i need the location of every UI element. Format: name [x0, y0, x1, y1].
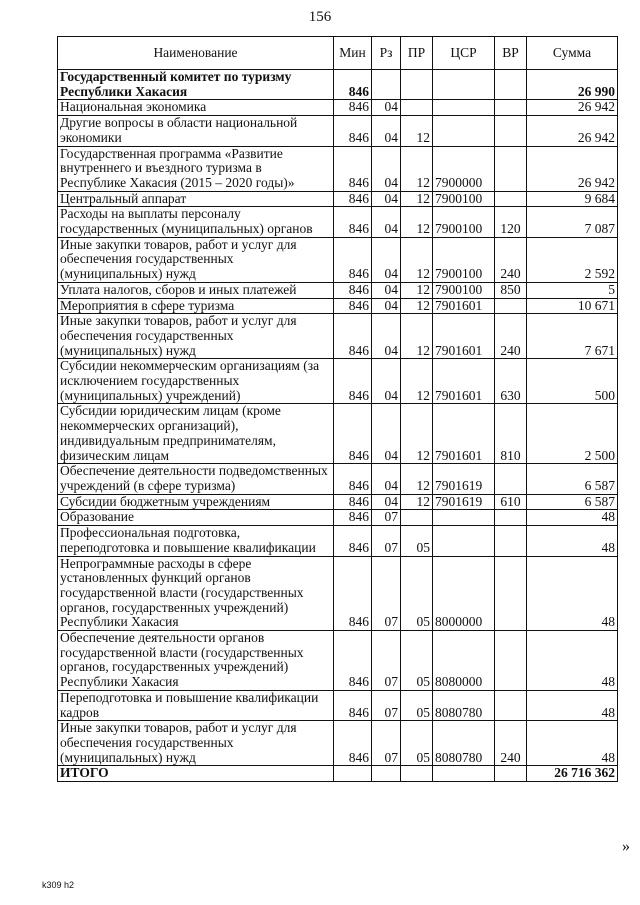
cell-rz: 07	[372, 631, 401, 691]
cell-csr: 7901601	[433, 359, 495, 404]
cell-vr	[495, 556, 527, 631]
cell-vr: 630	[495, 359, 527, 404]
cell-name: ИТОГО	[58, 766, 334, 782]
table-row	[58, 359, 618, 404]
cell-min: 846	[334, 359, 372, 404]
cell-rz: 04	[372, 359, 401, 404]
cell-sum: 5	[527, 282, 618, 298]
cell-name: Национальная экономика	[58, 100, 334, 116]
header-vr: ВР	[495, 37, 527, 70]
cell-pr	[401, 766, 433, 782]
cell-pr: 12	[401, 494, 433, 510]
cell-vr: 610	[495, 494, 527, 510]
cell-name: Государственная программа «Развитие внутреннего и въездного туризма в Республике Хакасия (2015 – 2020 годы)»	[58, 146, 334, 191]
table-row	[58, 556, 618, 631]
table-row	[58, 464, 618, 494]
cell-vr	[495, 526, 527, 556]
cell-rz: 07	[372, 690, 401, 720]
cell-vr: 240	[495, 721, 527, 766]
cell-sum: 48	[527, 721, 618, 766]
cell-min: 846	[334, 146, 372, 191]
cell-pr: 05	[401, 631, 433, 691]
cell-rz: 04	[372, 494, 401, 510]
cell-rz: 07	[372, 510, 401, 526]
closing-quote-mark: »	[622, 838, 630, 855]
cell-sum: 26 990	[527, 70, 618, 100]
cell-min: 846	[334, 282, 372, 298]
header-name: Наименование	[58, 37, 334, 70]
table-row	[58, 298, 618, 314]
cell-name: Субсидии некоммерческим организациям (за исключением государственных (муниципальных) учреждений)	[58, 359, 334, 404]
table-row	[58, 766, 618, 782]
table-row	[58, 404, 618, 464]
cell-vr	[495, 464, 527, 494]
cell-sum: 26 716 362	[527, 766, 618, 782]
cell-sum: 26 942	[527, 146, 618, 191]
cell-name: Иные закупки товаров, работ и услуг для обеспечения государственных (муниципальных) нужд	[58, 721, 334, 766]
table-header-row	[58, 37, 618, 70]
cell-name: Обеспечение деятельности подведомственных учреждений (в сфере туризма)	[58, 464, 334, 494]
cell-vr	[495, 116, 527, 146]
cell-vr	[495, 510, 527, 526]
cell-min: 846	[334, 207, 372, 237]
cell-min: 846	[334, 100, 372, 116]
cell-vr	[495, 766, 527, 782]
cell-min: 846	[334, 237, 372, 282]
table-body	[58, 70, 618, 782]
cell-rz: 04	[372, 191, 401, 207]
cell-rz: 04	[372, 404, 401, 464]
cell-min: 846	[334, 70, 372, 100]
cell-min: 846	[334, 314, 372, 359]
header-rz: Рз	[372, 37, 401, 70]
cell-min: 846	[334, 526, 372, 556]
cell-pr: 05	[401, 526, 433, 556]
cell-vr: 240	[495, 314, 527, 359]
cell-sum: 6 587	[527, 464, 618, 494]
cell-pr: 12	[401, 298, 433, 314]
cell-name: Иные закупки товаров, работ и услуг для обеспечения государственных (муниципальных) нужд	[58, 314, 334, 359]
cell-min: 846	[334, 721, 372, 766]
cell-pr: 12	[401, 464, 433, 494]
page-number: 156	[308, 9, 332, 25]
table-row	[58, 191, 618, 207]
cell-csr: 7900100	[433, 191, 495, 207]
cell-pr	[401, 100, 433, 116]
cell-sum: 7 087	[527, 207, 618, 237]
table-row	[58, 721, 618, 766]
budget-table	[57, 36, 618, 782]
cell-vr: 810	[495, 404, 527, 464]
cell-name: Переподготовка и повышение квалификации кадров	[58, 690, 334, 720]
table-row	[58, 510, 618, 526]
cell-rz: 04	[372, 146, 401, 191]
table-row	[58, 207, 618, 237]
cell-sum: 26 942	[527, 100, 618, 116]
cell-pr: 12	[401, 404, 433, 464]
table-row	[58, 631, 618, 691]
cell-min: 846	[334, 510, 372, 526]
cell-name: Профессиональная подготовка, переподготовка и повышение квалификации	[58, 526, 334, 556]
cell-pr: 12	[401, 207, 433, 237]
cell-pr: 12	[401, 314, 433, 359]
cell-pr: 05	[401, 556, 433, 631]
cell-vr	[495, 690, 527, 720]
cell-pr: 12	[401, 146, 433, 191]
cell-vr	[495, 100, 527, 116]
table-row	[58, 116, 618, 146]
cell-pr: 05	[401, 721, 433, 766]
cell-min	[334, 766, 372, 782]
table-row	[58, 282, 618, 298]
table-row	[58, 70, 618, 100]
cell-rz: 04	[372, 237, 401, 282]
cell-pr	[401, 510, 433, 526]
cell-csr: 7901601	[433, 298, 495, 314]
cell-min: 846	[334, 494, 372, 510]
cell-min: 846	[334, 464, 372, 494]
cell-sum: 26 942	[527, 116, 618, 146]
cell-sum: 7 671	[527, 314, 618, 359]
cell-min: 846	[334, 298, 372, 314]
cell-min: 846	[334, 556, 372, 631]
cell-name: Обеспечение деятельности органов государственной власти (государственных органов, государственных учреждений) Республики Хакасия	[58, 631, 334, 691]
cell-name: Расходы на выплаты персоналу государственных (муниципальных) органов	[58, 207, 334, 237]
cell-csr: 7900100	[433, 237, 495, 282]
cell-name: Непрограммные расходы в сфере установленных функций органов государственной власти (государственных органов, государственных учреждений) Республики Хакасия	[58, 556, 334, 631]
header-min: Мин	[334, 37, 372, 70]
cell-sum: 48	[527, 510, 618, 526]
cell-vr: 240	[495, 237, 527, 282]
table-row	[58, 494, 618, 510]
cell-csr: 7901619	[433, 464, 495, 494]
cell-csr: 7901601	[433, 314, 495, 359]
cell-rz: 04	[372, 298, 401, 314]
cell-min: 846	[334, 191, 372, 207]
cell-name: Уплата налогов, сборов и иных платежей	[58, 282, 334, 298]
cell-name: Мероприятия в сфере туризма	[58, 298, 334, 314]
cell-csr: 8080000	[433, 631, 495, 691]
cell-pr: 12	[401, 191, 433, 207]
cell-rz: 04	[372, 100, 401, 116]
cell-pr: 12	[401, 282, 433, 298]
cell-vr	[495, 298, 527, 314]
cell-csr: 7901601	[433, 404, 495, 464]
cell-sum: 9 684	[527, 191, 618, 207]
cell-rz	[372, 766, 401, 782]
cell-csr	[433, 526, 495, 556]
cell-sum: 48	[527, 631, 618, 691]
header-csr: ЦСР	[433, 37, 495, 70]
cell-min: 846	[334, 631, 372, 691]
cell-name: Субсидии бюджетным учреждениям	[58, 494, 334, 510]
cell-csr	[433, 116, 495, 146]
cell-name: Центральный аппарат	[58, 191, 334, 207]
cell-pr: 05	[401, 690, 433, 720]
cell-rz: 04	[372, 282, 401, 298]
cell-pr: 12	[401, 237, 433, 282]
cell-rz: 07	[372, 721, 401, 766]
cell-vr	[495, 146, 527, 191]
cell-pr: 12	[401, 359, 433, 404]
cell-sum: 2 592	[527, 237, 618, 282]
table-row	[58, 526, 618, 556]
cell-sum: 48	[527, 690, 618, 720]
cell-sum: 48	[527, 556, 618, 631]
cell-csr: 7900100	[433, 282, 495, 298]
cell-vr: 120	[495, 207, 527, 237]
cell-sum: 2 500	[527, 404, 618, 464]
cell-vr	[495, 70, 527, 100]
table-row	[58, 100, 618, 116]
cell-csr: 7900100	[433, 207, 495, 237]
cell-pr: 12	[401, 116, 433, 146]
cell-csr: 7901619	[433, 494, 495, 510]
cell-rz: 04	[372, 464, 401, 494]
cell-vr	[495, 191, 527, 207]
cell-csr	[433, 70, 495, 100]
cell-min: 846	[334, 404, 372, 464]
cell-rz: 07	[372, 556, 401, 631]
header-sum: Сумма	[527, 37, 618, 70]
cell-rz: 04	[372, 314, 401, 359]
cell-pr	[401, 70, 433, 100]
cell-name: Государственный комитет по туризму Республики Хакасия	[58, 70, 334, 100]
cell-csr: 8000000	[433, 556, 495, 631]
cell-name: Другие вопросы в области национальной экономики	[58, 116, 334, 146]
cell-name: Субсидии юридическим лицам (кроме некоммерческих организаций), индивидуальным предпринимателям, физическим лицам	[58, 404, 334, 464]
cell-sum: 6 587	[527, 494, 618, 510]
cell-csr: 8080780	[433, 690, 495, 720]
footer-code: k309 h2	[42, 880, 75, 890]
cell-csr: 8080780	[433, 721, 495, 766]
cell-rz: 04	[372, 116, 401, 146]
cell-csr	[433, 510, 495, 526]
table-row	[58, 237, 618, 282]
table-row	[58, 690, 618, 720]
cell-sum: 48	[527, 526, 618, 556]
cell-name: Образование	[58, 510, 334, 526]
cell-rz: 07	[372, 526, 401, 556]
table-row	[58, 314, 618, 359]
cell-sum: 10 671	[527, 298, 618, 314]
cell-csr	[433, 766, 495, 782]
table-row	[58, 146, 618, 191]
cell-csr: 7900000	[433, 146, 495, 191]
cell-min: 846	[334, 690, 372, 720]
header-pr: ПР	[401, 37, 433, 70]
cell-csr	[433, 100, 495, 116]
cell-name: Иные закупки товаров, работ и услуг для обеспечения государственных (муниципальных) нужд	[58, 237, 334, 282]
cell-min: 846	[334, 116, 372, 146]
cell-sum: 500	[527, 359, 618, 404]
cell-vr	[495, 631, 527, 691]
cell-rz: 04	[372, 207, 401, 237]
cell-vr: 850	[495, 282, 527, 298]
cell-rz	[372, 70, 401, 100]
